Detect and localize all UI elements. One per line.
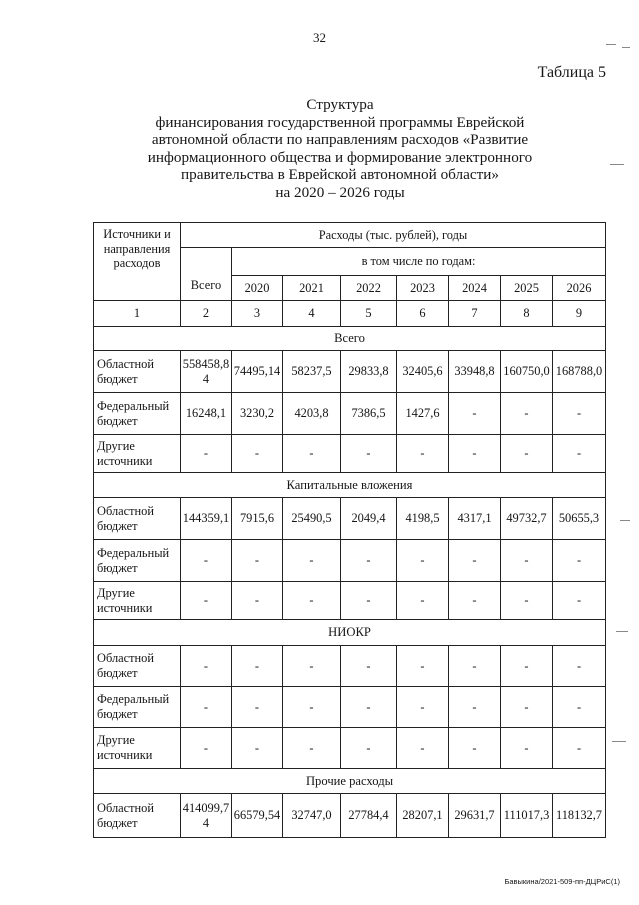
- title-line: информационного общества и формирование электронного: [147, 148, 533, 166]
- value-cell: -: [232, 646, 283, 687]
- header-by-year: в том числе по годам:: [232, 248, 606, 276]
- row-label: Областной бюджет: [94, 498, 181, 540]
- value-cell: 414099,74: [181, 794, 232, 838]
- page-number: 32: [313, 30, 326, 45]
- value-cell: -: [553, 435, 606, 473]
- row-label: Областной бюджет: [94, 351, 181, 393]
- footer-stamp: Бавыкина/2021-509-пп-ДЦРиС(1): [504, 877, 620, 886]
- table-row: [94, 540, 606, 582]
- value-cell: -: [449, 687, 501, 728]
- header-year: 2024: [449, 276, 501, 301]
- header-year: 2025: [501, 276, 553, 301]
- table-row: [94, 794, 606, 838]
- value-cell: -: [232, 728, 283, 769]
- value-cell: 160750,0: [501, 351, 553, 393]
- row-label: Областной бюджет: [94, 794, 181, 838]
- value-cell: 7386,5: [341, 393, 397, 435]
- value-cell: -: [181, 540, 232, 582]
- value-cell: 27784,4: [341, 794, 397, 838]
- column-number: 6: [397, 301, 449, 327]
- column-number: 1: [94, 301, 181, 327]
- value-cell: -: [553, 393, 606, 435]
- column-number: 2: [181, 301, 232, 327]
- value-cell: 32747,0: [283, 794, 341, 838]
- header-sources: Источники и направления расходов: [94, 223, 181, 301]
- header-year: 2021: [283, 276, 341, 301]
- value-cell: 1427,6: [397, 393, 449, 435]
- title-line: правительства в Еврейской автономной области»: [181, 166, 499, 184]
- column-number: 4: [283, 301, 341, 327]
- value-cell: -: [232, 687, 283, 728]
- row-label: Другие источники: [94, 728, 181, 769]
- title-line: Структура: [306, 96, 374, 113]
- table-row: [94, 728, 606, 769]
- value-cell: -: [553, 687, 606, 728]
- value-cell: -: [501, 728, 553, 769]
- value-cell: -: [181, 728, 232, 769]
- table-number: Таблица 5: [537, 64, 606, 81]
- row-label: Федеральный бюджет: [94, 540, 181, 582]
- value-cell: -: [553, 646, 606, 687]
- section-title: Капитальные вложения: [94, 473, 606, 498]
- table-row: [94, 498, 606, 540]
- value-cell: 4317,1: [449, 498, 501, 540]
- table-row: [94, 393, 606, 435]
- value-cell: 29833,8: [341, 351, 397, 393]
- value-cell: -: [553, 582, 606, 620]
- value-cell: 58237,5: [283, 351, 341, 393]
- row-label: Федеральный бюджет: [94, 687, 181, 728]
- header-year: 2023: [397, 276, 449, 301]
- value-cell: -: [181, 687, 232, 728]
- value-cell: -: [449, 582, 501, 620]
- title-line: автономной области по направлениям расходов «Развитие: [151, 131, 529, 149]
- row-label: Другие источники: [94, 435, 181, 473]
- value-cell: 29631,7: [449, 794, 501, 838]
- value-cell: -: [181, 582, 232, 620]
- table-row: [94, 646, 606, 687]
- value-cell: -: [397, 687, 449, 728]
- row-label: Другие источники: [94, 582, 181, 620]
- header-year: 2020: [232, 276, 283, 301]
- value-cell: -: [553, 540, 606, 582]
- value-cell: -: [341, 687, 397, 728]
- value-cell: -: [232, 435, 283, 473]
- value-cell: -: [397, 435, 449, 473]
- value-cell: -: [341, 728, 397, 769]
- value-cell: -: [283, 582, 341, 620]
- value-cell: 558458,84: [181, 351, 232, 393]
- value-cell: 16248,1: [181, 393, 232, 435]
- value-cell: -: [341, 582, 397, 620]
- value-cell: -: [501, 435, 553, 473]
- header-expenses: Расходы (тыс. рублей), годы: [181, 223, 606, 248]
- row-label: Областной бюджет: [94, 646, 181, 687]
- value-cell: -: [283, 646, 341, 687]
- value-cell: -: [397, 582, 449, 620]
- column-number: 9: [553, 301, 606, 327]
- section-title: НИОКР: [94, 620, 606, 646]
- value-cell: 50655,3: [553, 498, 606, 540]
- header-total: Всего: [181, 248, 232, 301]
- value-cell: 4198,5: [397, 498, 449, 540]
- title-line: на 2020 – 2026 годы: [275, 183, 405, 201]
- value-cell: -: [501, 540, 553, 582]
- value-cell: -: [449, 393, 501, 435]
- title-line: финансирования государственной программы Еврейской: [155, 113, 525, 131]
- document-title: [90, 96, 590, 202]
- value-cell: -: [341, 435, 397, 473]
- value-cell: -: [232, 582, 283, 620]
- value-cell: -: [449, 540, 501, 582]
- value-cell: -: [449, 646, 501, 687]
- value-cell: 33948,8: [449, 351, 501, 393]
- value-cell: -: [397, 728, 449, 769]
- value-cell: -: [232, 540, 283, 582]
- header-year: 2022: [341, 276, 397, 301]
- value-cell: -: [501, 646, 553, 687]
- table-row: [94, 687, 606, 728]
- value-cell: 49732,7: [501, 498, 553, 540]
- value-cell: -: [397, 646, 449, 687]
- value-cell: 168788,0: [553, 351, 606, 393]
- section-title: Всего: [94, 327, 606, 351]
- value-cell: -: [283, 435, 341, 473]
- value-cell: -: [283, 540, 341, 582]
- value-cell: 2049,4: [341, 498, 397, 540]
- row-label: Федеральный бюджет: [94, 393, 181, 435]
- table-row: [94, 351, 606, 393]
- value-cell: -: [501, 582, 553, 620]
- table-row: [94, 582, 606, 620]
- value-cell: 144359,1: [181, 498, 232, 540]
- value-cell: 74495,14: [232, 351, 283, 393]
- value-cell: -: [341, 540, 397, 582]
- column-number: 3: [232, 301, 283, 327]
- column-number: 7: [449, 301, 501, 327]
- value-cell: 32405,6: [397, 351, 449, 393]
- value-cell: -: [397, 540, 449, 582]
- value-cell: -: [501, 393, 553, 435]
- column-number: 5: [341, 301, 397, 327]
- table-row: [94, 435, 606, 473]
- value-cell: -: [501, 687, 553, 728]
- value-cell: -: [341, 646, 397, 687]
- value-cell: -: [449, 728, 501, 769]
- value-cell: 111017,3: [501, 794, 553, 838]
- value-cell: -: [283, 687, 341, 728]
- value-cell: 3230,2: [232, 393, 283, 435]
- header-year: 2026: [553, 276, 606, 301]
- section-title: Прочие расходы: [94, 769, 606, 794]
- column-number: 8: [501, 301, 553, 327]
- value-cell: -: [283, 728, 341, 769]
- value-cell: -: [181, 435, 232, 473]
- value-cell: 66579,54: [232, 794, 283, 838]
- value-cell: 4203,8: [283, 393, 341, 435]
- value-cell: -: [553, 728, 606, 769]
- value-cell: 118132,7: [553, 794, 606, 838]
- value-cell: -: [449, 435, 501, 473]
- value-cell: 7915,6: [232, 498, 283, 540]
- value-cell: 25490,5: [283, 498, 341, 540]
- value-cell: -: [181, 646, 232, 687]
- financing-table: [93, 222, 606, 838]
- value-cell: 28207,1: [397, 794, 449, 838]
